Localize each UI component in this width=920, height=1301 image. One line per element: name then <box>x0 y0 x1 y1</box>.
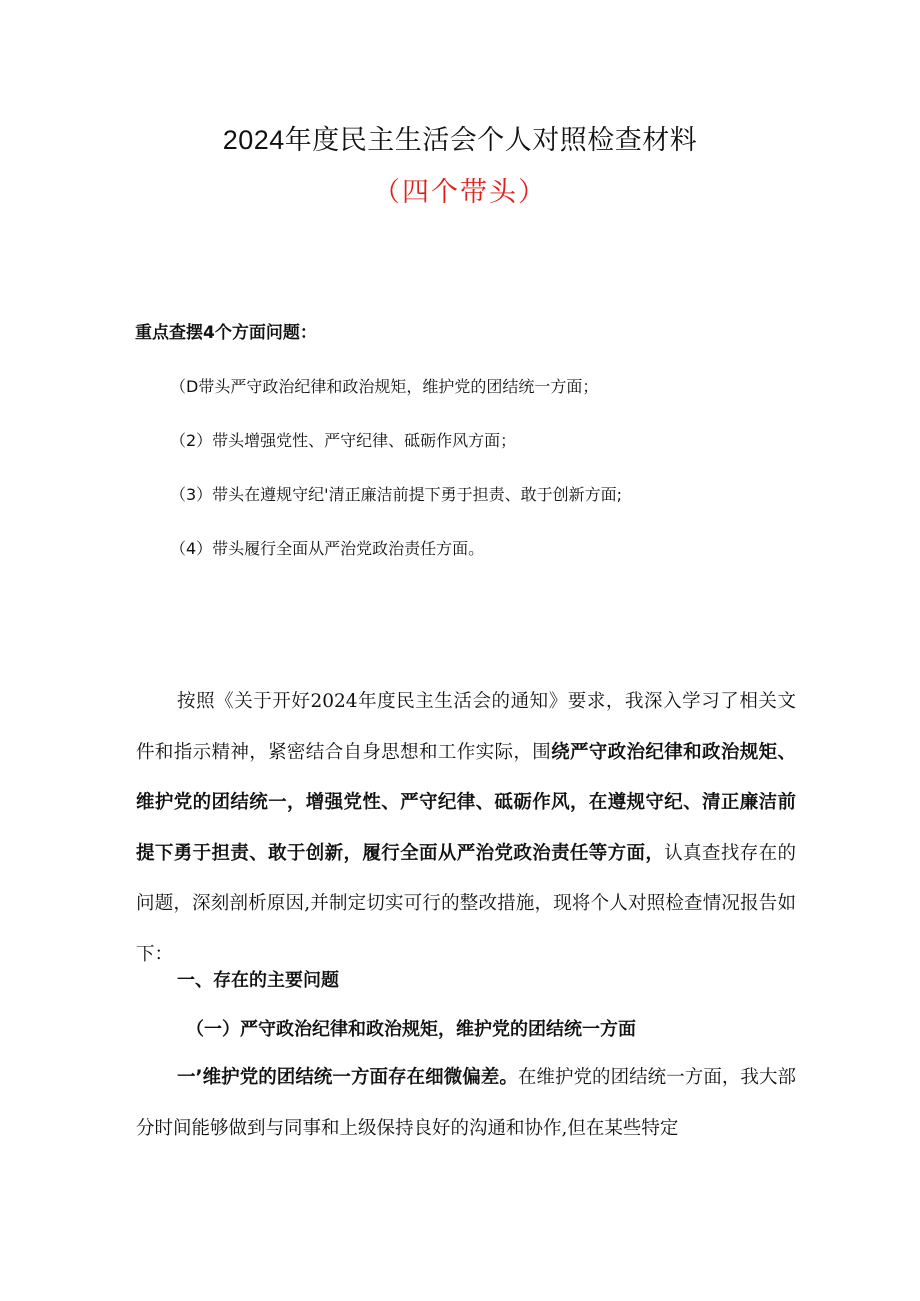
issue-item-3: （3）带头在遵规守纪'清正廉洁前提下勇于担责、敢于创新方面; <box>170 485 622 504</box>
issues-heading: 重点查摆4个方面问题： <box>135 323 317 343</box>
section-heading-1: 一、存在的主要问题 <box>177 970 339 991</box>
intro-text-part1: 按照《关于开好2024年度民主生活会的通知》要求，我深入学习了相关文件和指示精神，紧密结合自身思想和工作实际，围 <box>136 691 796 763</box>
subsection-heading-1: （一）严守政治纪律和政治规矩，维护党的团结统一方面 <box>186 1019 636 1040</box>
problem-lead: 一’维护党的团结统一方面存在细微偏差。 <box>177 1067 518 1088</box>
document-subtitle: （四个带头） <box>373 177 547 207</box>
issue-item-4: （4）带头履行全面从严治党政治责任方面。 <box>170 539 485 558</box>
intro-paragraph <box>136 677 796 980</box>
intro-text-bold: 绕严守政治纪律和政治规矩、维护党的团结统一，增强党性、严守纪律、砥砺作风，在遵规守纪、清正廉洁前提下勇于担责、敢于创新，履行全面从严治党政治责任等方面， <box>136 741 796 864</box>
intro-text-part3: 认真查找存在的问题，深刻剖析原因,并制定切实可行的整改措施，现将个人对照检查情况报告如下： <box>136 842 796 965</box>
problem-paragraph <box>136 1053 796 1154</box>
issue-item-2: （2）带头增强党性、严守纪律、砥砺作风方面； <box>170 431 517 450</box>
document-title: 2024年度民主生活会个人对照检查材料 <box>222 125 698 155</box>
problem-text: 在维护党的团结统一方面，我大部分时间能够做到与同事和上级保持良好的沟通和协作,但在某些特定 <box>136 1067 796 1139</box>
issue-item-1: （D带头严守政治纪律和政治规矩，维护党的团结统一方面； <box>170 377 599 396</box>
